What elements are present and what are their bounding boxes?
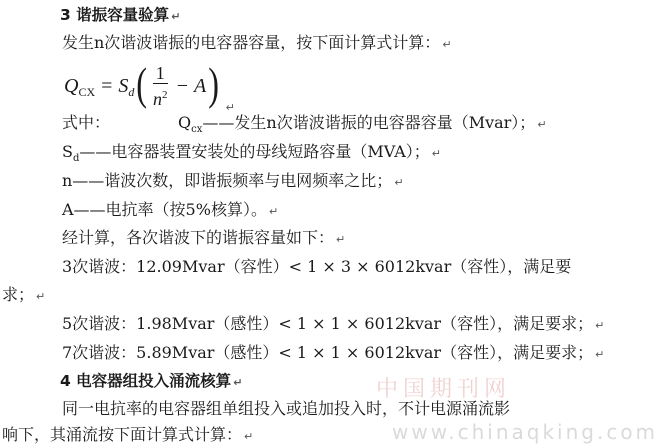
paragraph-mark: ↵ bbox=[225, 101, 235, 114]
harmonic-3-line2: 求； ↵ bbox=[2, 285, 46, 304]
para4-line1: 同一电抗率的电容器组单组投入或追加投入时，不计电源涌流影 bbox=[62, 399, 511, 418]
formula-minus: − bbox=[176, 74, 189, 97]
formula-equals: = bbox=[101, 74, 113, 97]
definition-n: n——谐波次数，即谐振频率与电网频率之比； ↵ bbox=[62, 171, 404, 190]
formula-s: S bbox=[118, 74, 129, 97]
harmonic-3-line1: 3次谐波：12.09Mvar（容性）< 1 × 3 × 6012kvar（容性），满足要 bbox=[62, 257, 572, 276]
paragraph-mark: ↵ bbox=[595, 319, 605, 332]
left-paren-icon: ( bbox=[136, 58, 148, 109]
section-heading-4: 4 电容器组投入涌流核算 ↵ bbox=[60, 372, 243, 390]
definition-q: 式中： $Q_{cx}——$发生n次谐波谐振的电容器容量（Mvar）； ↵ bbox=[62, 113, 547, 135]
paragraph-mark: ↵ bbox=[36, 290, 46, 303]
formula-a: A bbox=[194, 74, 207, 97]
harmonic-5: 5次谐波：1.98Mvar（感性）< 1 × 1 × 6012kvar（容性），满足要求； ↵ bbox=[62, 314, 605, 333]
paragraph-mark: ↵ bbox=[336, 233, 346, 246]
paragraph-mark: ↵ bbox=[268, 205, 279, 218]
para4-line2: 响下，其涌流按下面计算式计算： ↵ bbox=[2, 425, 254, 444]
paragraph-mark: ↵ bbox=[244, 430, 254, 443]
fraction-denominator: $n^2$ bbox=[152, 88, 168, 109]
formula-lhs-subscript: CX bbox=[78, 84, 96, 99]
paragraph-mark: ↵ bbox=[431, 147, 442, 160]
paragraph-mark: ↵ bbox=[537, 118, 547, 131]
calculation-intro: 经计算，各次谐波下的谐振容量如下： ↵ bbox=[62, 228, 346, 247]
definition-s: $S_d——$电容器装置安装处的母线短路容量（MVA）； ↵ bbox=[62, 142, 442, 164]
paragraph-mark: ↵ bbox=[442, 38, 452, 51]
section-heading-3: 3 谐振容量验算 ↵ bbox=[60, 6, 181, 24]
fraction-numerator: 1 bbox=[153, 63, 168, 84]
harmonic-7: 7次谐波：5.89Mvar（感性）< 1 × 1 × 6012kvar（容性），满足要求； ↵ bbox=[62, 343, 605, 362]
intro-paragraph: 发生n次谐波谐振的电容器容量，按下面计算式计算： ↵ bbox=[62, 33, 452, 52]
paragraph-mark: ↵ bbox=[233, 376, 243, 389]
paragraph-mark: ↵ bbox=[595, 348, 605, 361]
resonance-formula bbox=[64, 58, 235, 114]
formula-s-subscript: d bbox=[128, 84, 135, 99]
right-paren-icon: ) bbox=[208, 58, 220, 109]
formula-lhs: Q bbox=[64, 74, 79, 97]
paragraph-mark: ↵ bbox=[171, 10, 181, 23]
formula-fraction bbox=[153, 63, 168, 110]
definition-a: A——电抗率（按5%核算）。 ↵ bbox=[62, 200, 279, 219]
watermark-chinese: 中国期刊网 bbox=[376, 377, 512, 402]
watermark-url: www.chinaqking.com bbox=[392, 420, 658, 444]
paragraph-mark: ↵ bbox=[394, 176, 404, 189]
